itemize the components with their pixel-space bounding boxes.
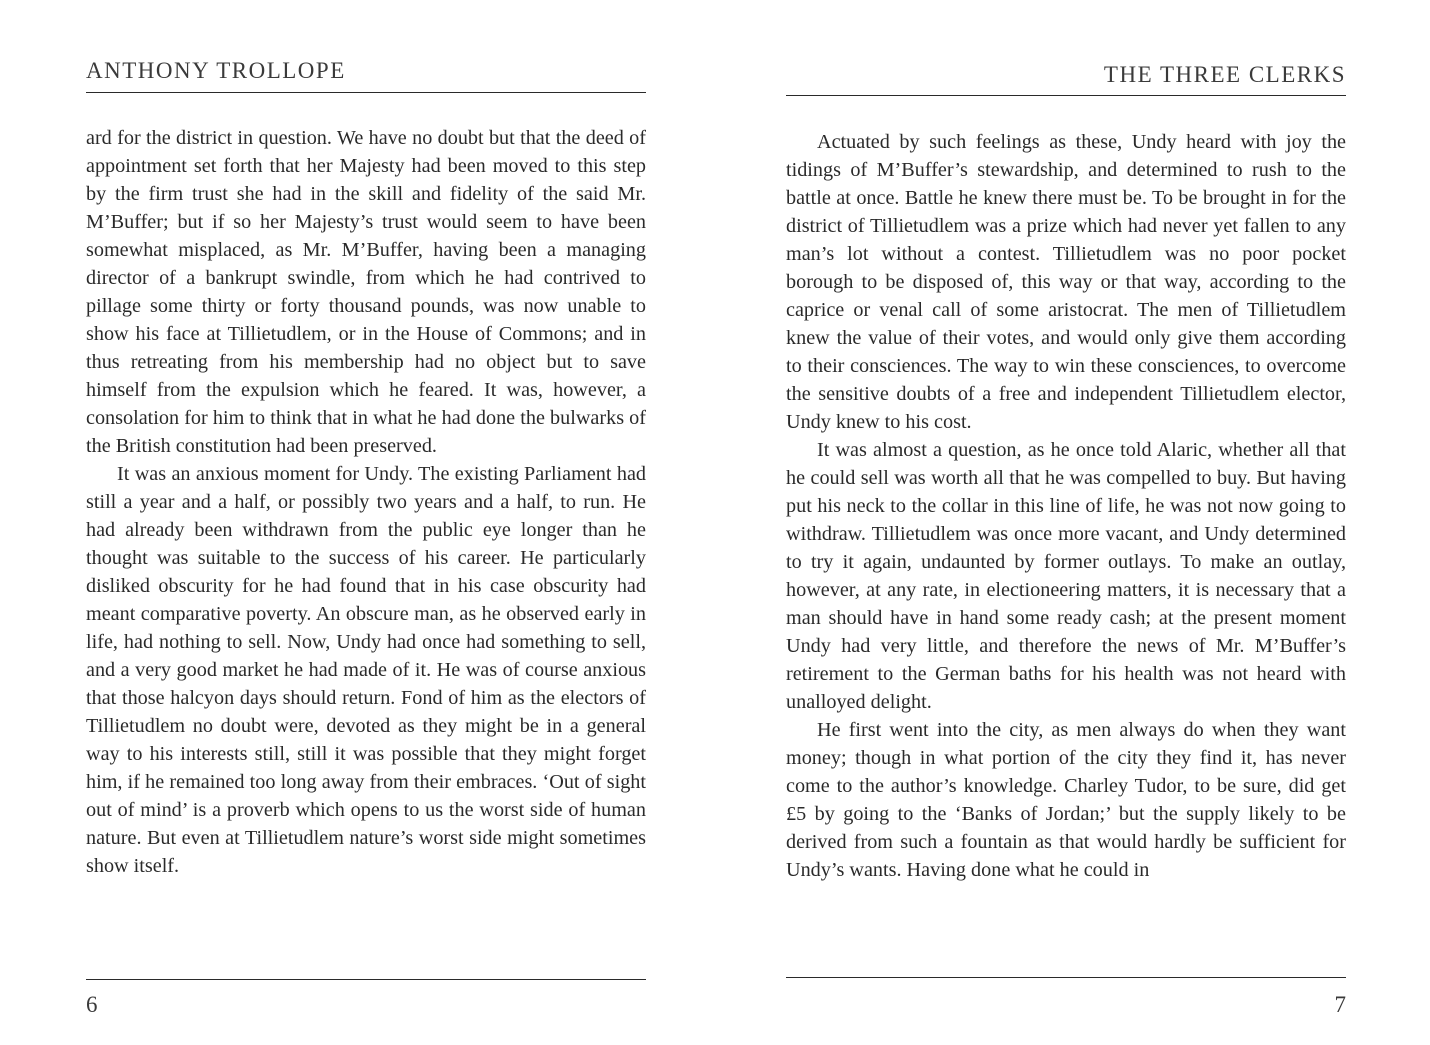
body-text [86, 124, 646, 880]
footer-rule [86, 979, 646, 980]
running-head-author: ANTHONY TROLLOPE [86, 58, 346, 83]
paragraph: It was almost a question, as he once told Alaric, whether all that he could sell was worth all that he was compelled to buy. But having put his neck to the collar in this line of life, he was not now going to withdraw. Tillietudlem was once more vacant, and Undy determined to try it again, undaunted by former outlays. To make an outlay, however, at any rate, in electioneering matters, it is necessary that a man should have in hand some ready cash; at the present moment Undy had very little, and therefore the news of Mr. M’Buffer’s retirement to the German baths for his health was not heard with unalloyed delight. [786, 439, 1346, 713]
paragraph: It was an anxious moment for Undy. The existing Parliament had still a year and a half, or possibly two years and a half, to run. He had already been withdrawn from the public eye longer than he thought was suitable to the success of his career. He particularly disliked obscurity for he had found that in his case obscurity had meant comparative poverty. An obscure man, as he observed early in life, had nothing to sell. Now, Undy had once had something to sell, and a very good market he had made of it. He was of course anxious that those halcyon days should return. Fond of him as the electors of Tillietudlem no doubt were, devoted as they might be in a general way to his interests still, still it was possible that they might forget him, if he remained too long away from their embraces. ‘Out of sight out of mind’ is a proverb which opens to us the worst side of human nature. But even at Tillietudlem nature’s worst side might sometimes show itself. [86, 463, 646, 877]
page-number: 7 [1334, 992, 1346, 1017]
footer-rule [786, 977, 1346, 978]
body-text [786, 128, 1346, 884]
paragraph: ard for the district in question. We have no doubt but that the deed of appointment set forth that her Majesty had been moved to this step by the firm trust she had in the skill and fidelity of the said Mr. M’Buffer; but if so her Majesty’s trust would seem to have been somewhat misplaced, as Mr. M’Buffer, having been a managing director of a bankrupt swindle, from which he had contrived to pillage some thirty or forty thousand pounds, was now unable to show his face at Tillietudlem, or in the House of Commons; and in thus retreating from his membership had no object but to save himself from the expulsion which he feared. It was, however, a consolation for him to think that in what he had done the bulwarks of the British constitution had been preserved. [86, 127, 646, 457]
left-page [86, 0, 646, 1045]
running-head-title: THE THREE CLERKS [1103, 62, 1346, 87]
header-rule [786, 95, 1346, 96]
page-number: 6 [86, 992, 98, 1017]
header-rule [86, 92, 646, 93]
right-page [786, 0, 1346, 1045]
paragraph: He first went into the city, as men always do when they want money; though in what portion of the city they find it, has never come to the author’s knowledge. Charley Tudor, to be sure, did get £5 by going to the ‘Banks of Jordan;’ but the supply likely to be derived from such a fountain as that would hardly be sufficient for Undy’s wants. Having done what he could in [786, 719, 1346, 881]
paragraph: Actuated by such feelings as these, Undy heard with joy the tidings of M’Buffer’s stewardship, and determined to rush to the battle at once. Battle he knew there must be. To be brought in for the district of Tillietudlem was a prize which had never yet fallen to any man’s lot without a contest. Tillietudlem was no poor pocket borough to be disposed of, this way or that way, according to the caprice or venal call of some aristocrat. The men of Tillietudlem knew the value of their votes, and would only give them according to their consciences. The way to win these consciences, to overcome the sensitive doubts of a free and independent Tillietudlem elector, Undy knew to his cost. [786, 131, 1346, 433]
